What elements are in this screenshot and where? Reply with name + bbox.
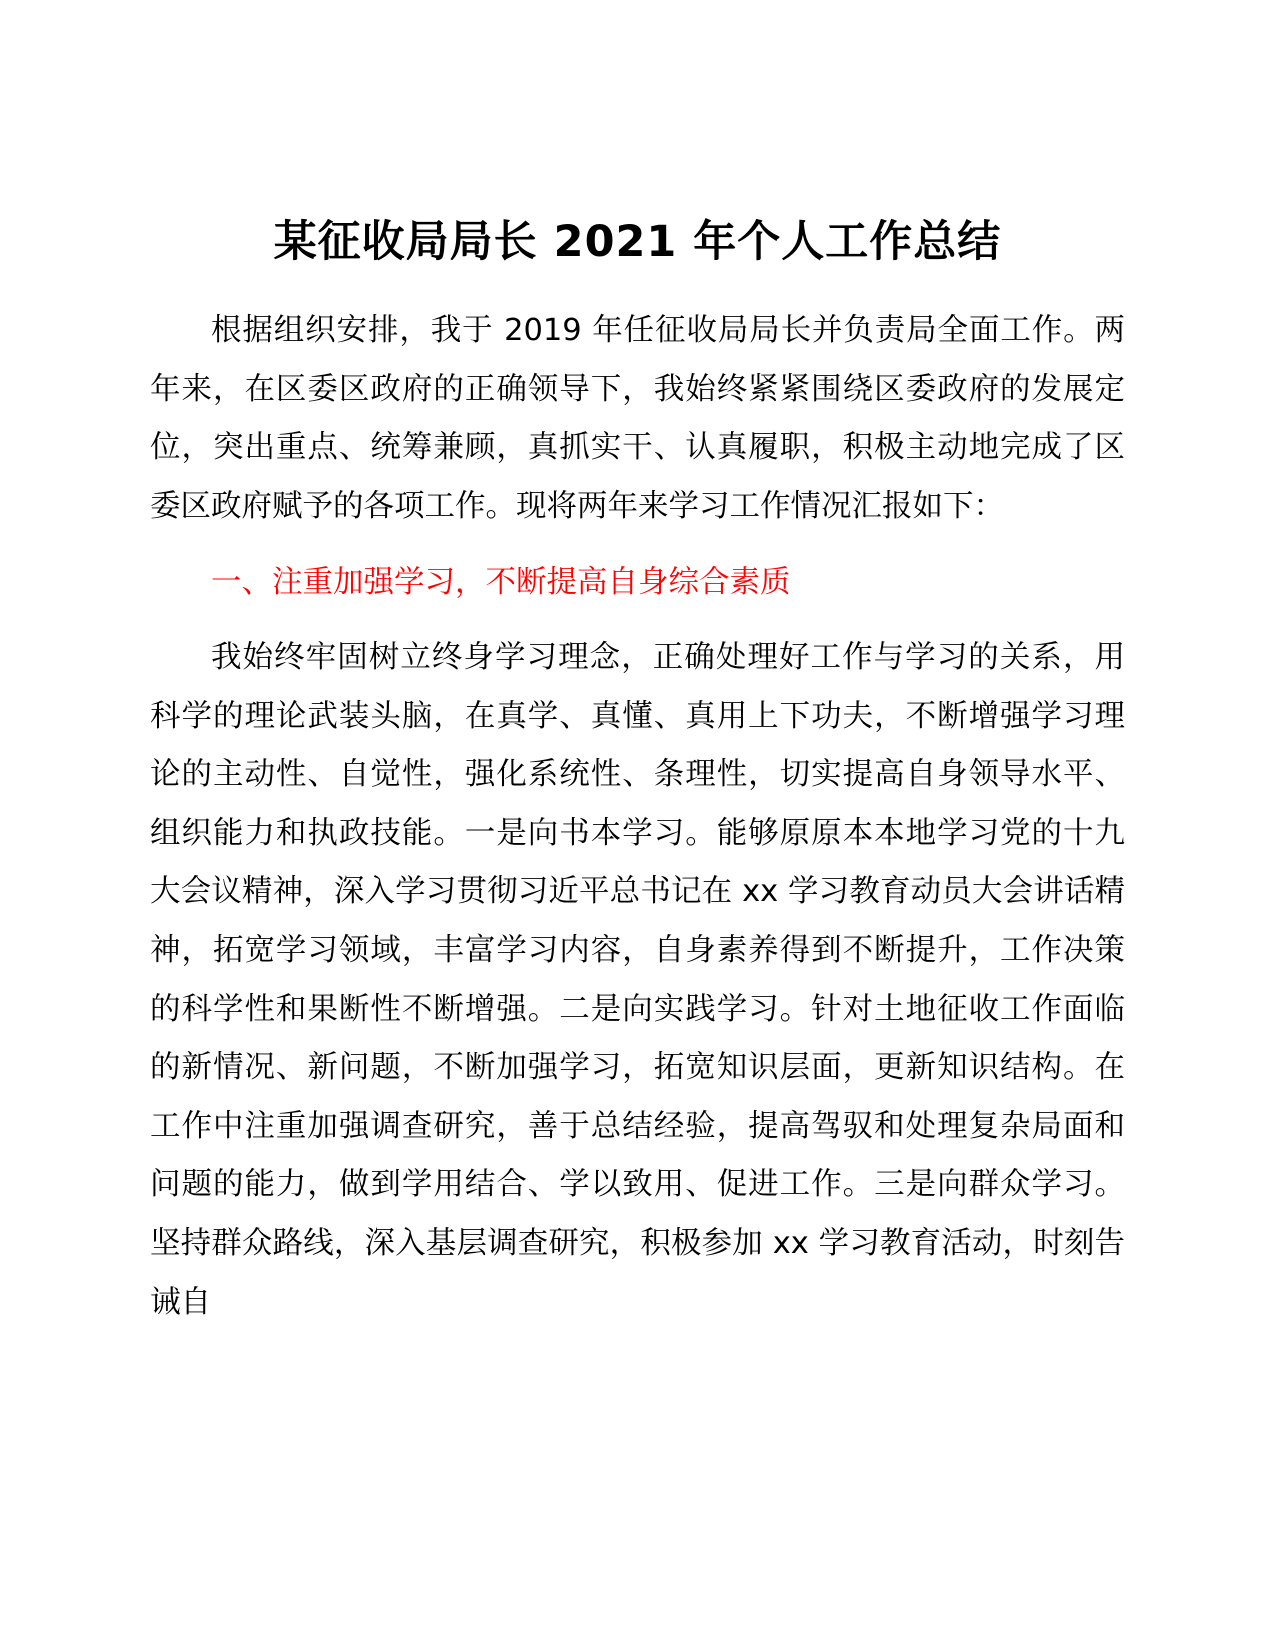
intro-paragraph: 根据组织安排，我于 2019 年任征收局局长并负责局全面工作。两年来，在区委区政府的正确领导下，我始终紧紧围绕区委政府的发展定位，突出重点、统筹兼顾，真抓实干、认真履职，积极主动地完成了区委区政府赋予的各项工作。现将两年来学习工作情况汇报如下： <box>150 313 1125 524</box>
section-heading: 一、注重加强学习，不断提高自身综合素质 <box>211 565 791 601</box>
section-body-paragraph: 我始终牢固树立终身学习理念，正确处理好工作与学习的关系，用科学的理论武装头脑，在真学、真懂、真用上下功夫，不断增强学习理论的主动性、自觉性，强化系统性、条理性，切实提高自身领导水平、组织能力和执政技能。一是向书本学习。能够原原本本地学习党的十九大会议精神，深入学习贯彻习近平总书记在 xx 学习教育动员大会讲话精神，拓宽学习领域，丰富学习内容，自身素养得到不断提升，工作决策的科学性和果断性不断增强。二是向实践学习。针对土地征收工作面临的新情况、新问题，不断加强学习，拓宽知识层面，更新知识结构。在工作中注重加强调查研究，善于总结经验，提高驾驭和处理复杂局面和问题的能力，做到学用结合、学以致用、促进工作。三是向群众学习。坚持群众路线，深入基层调查研究，积极参加 xx 学习教育活动，时刻告诫自 <box>150 639 1125 1320</box>
document-title: 某征收局局长 2021 年个人工作总结 <box>273 217 1002 267</box>
document-page <box>150 210 1125 1332</box>
